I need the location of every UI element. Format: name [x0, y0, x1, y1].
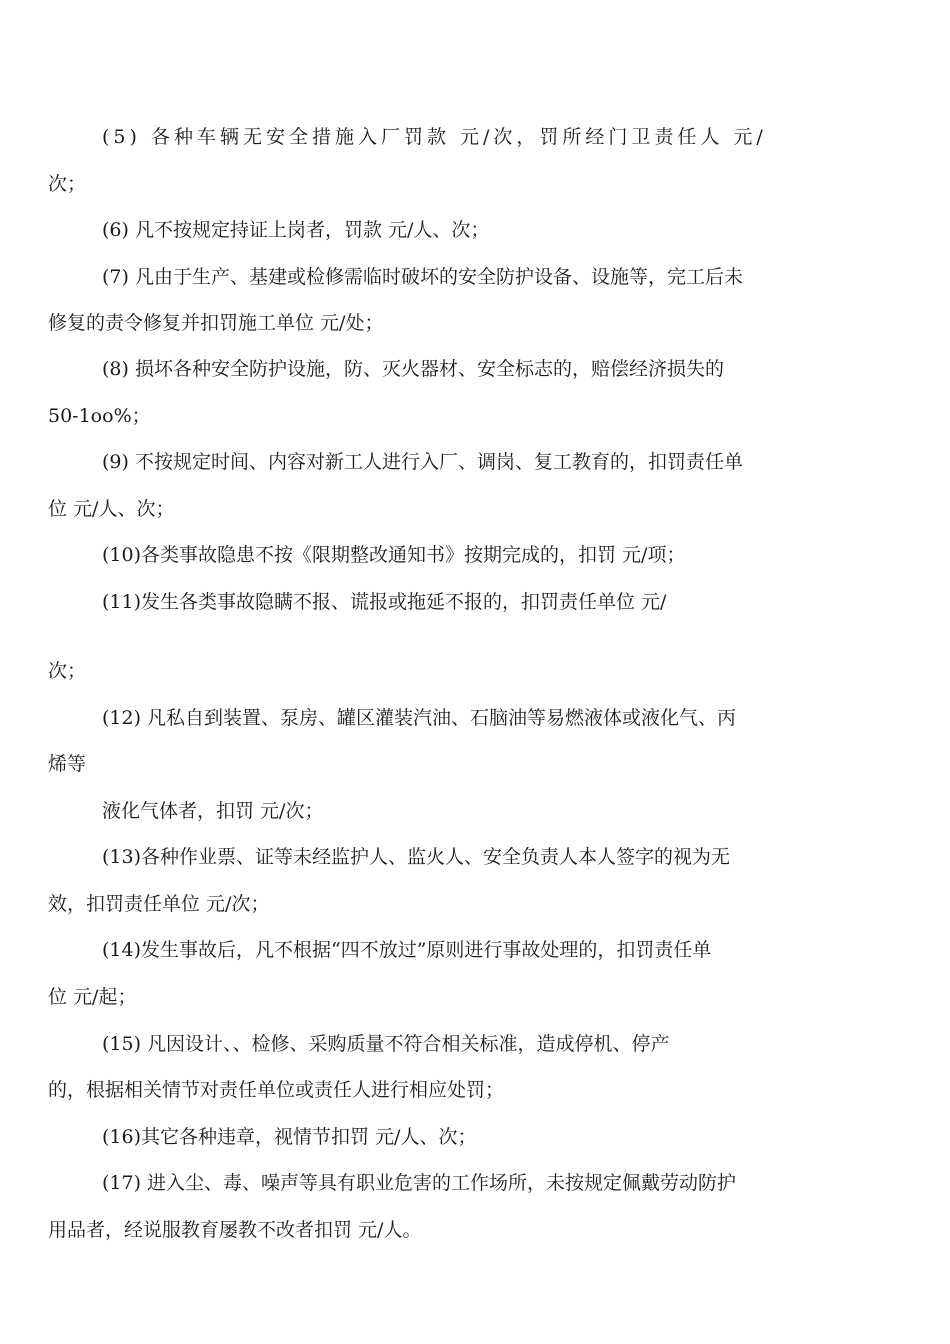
clause-7-line-2: 修复的责令修复并扣罚施工单位 元/处；: [48, 312, 384, 334]
clause-13-line-1: (13)各种作业票、证等未经监护人、监火人、安全负责人本人签字的视为无: [102, 846, 731, 868]
clause-12-line-3: 液化气体者，扣罚 元/次；: [102, 800, 324, 822]
clause-17-line-1: (17) 进入尘、毒、噪声等具有职业危害的工作场所，未按规定佩戴劳动防护: [102, 1172, 737, 1194]
clause-9-line-2: 位 元/人、次；: [48, 498, 175, 520]
clause-16-line-1: (16)其它各种违章，视情节扣罚 元/人、次；: [102, 1126, 477, 1148]
clause-14-line-2: 位 元/起；: [48, 986, 137, 1008]
clause-5-line-1: (5) 各种车辆无安全措施入厂罚款 元/次，罚所经门卫责任人 元/: [102, 126, 767, 148]
clause-8-line-2: 50-1oo%；: [48, 405, 151, 427]
clause-5-line-2: 次；: [48, 173, 87, 195]
clause-11-line-2: 次；: [48, 660, 87, 682]
clause-6-line-1: (6) 凡不按规定持证上岗者，罚款 元/人、次；: [102, 219, 490, 241]
clause-7-line-1: (7) 凡由于生产、基建或检修需临时破坏的安全防护设备、设施等，完工后未: [102, 266, 743, 288]
clause-10-line-1: (10)各类事故隐患不按《限期整改通知书》按期完成的，扣罚 元/项；: [102, 544, 686, 566]
clause-12-line-1: (12) 凡私自到装置、泵房、罐区灌装汽油、石脑油等易燃液体或液化气、丙: [102, 707, 737, 729]
clause-15-line-1: (15) 凡因设计、、检修、采购质量不符合相关标准，造成停机、停产: [102, 1033, 670, 1055]
clause-15-line-2: 的，根据相关情节对责任单位或责任人进行相应处罚；: [48, 1079, 505, 1101]
clause-12-line-2: 烯等: [48, 753, 87, 775]
clause-14-line-1: (14)发生事故后，凡不根据“四不放过”原则进行事故处理的，扣罚责任单: [102, 939, 712, 961]
clause-11-line-1: (11)发生各类事故隐瞒不报、谎报或拖延不报的，扣罚责任单位 元/: [102, 591, 667, 613]
clause-17-line-2: 用品者，经说服教育屡教不改者扣罚 元/人。: [48, 1219, 422, 1241]
clause-13-line-2: 效，扣罚责任单位 元/次；: [48, 893, 270, 915]
clause-8-line-1: (8) 损坏各种安全防护设施，防、灭火器材、安全标志的，赔偿经济损失的: [102, 358, 724, 380]
clause-9-line-1: (9) 不按规定时间、内容对新工人进行入厂、调岗、复工教育的，扣罚责任单: [102, 451, 743, 473]
